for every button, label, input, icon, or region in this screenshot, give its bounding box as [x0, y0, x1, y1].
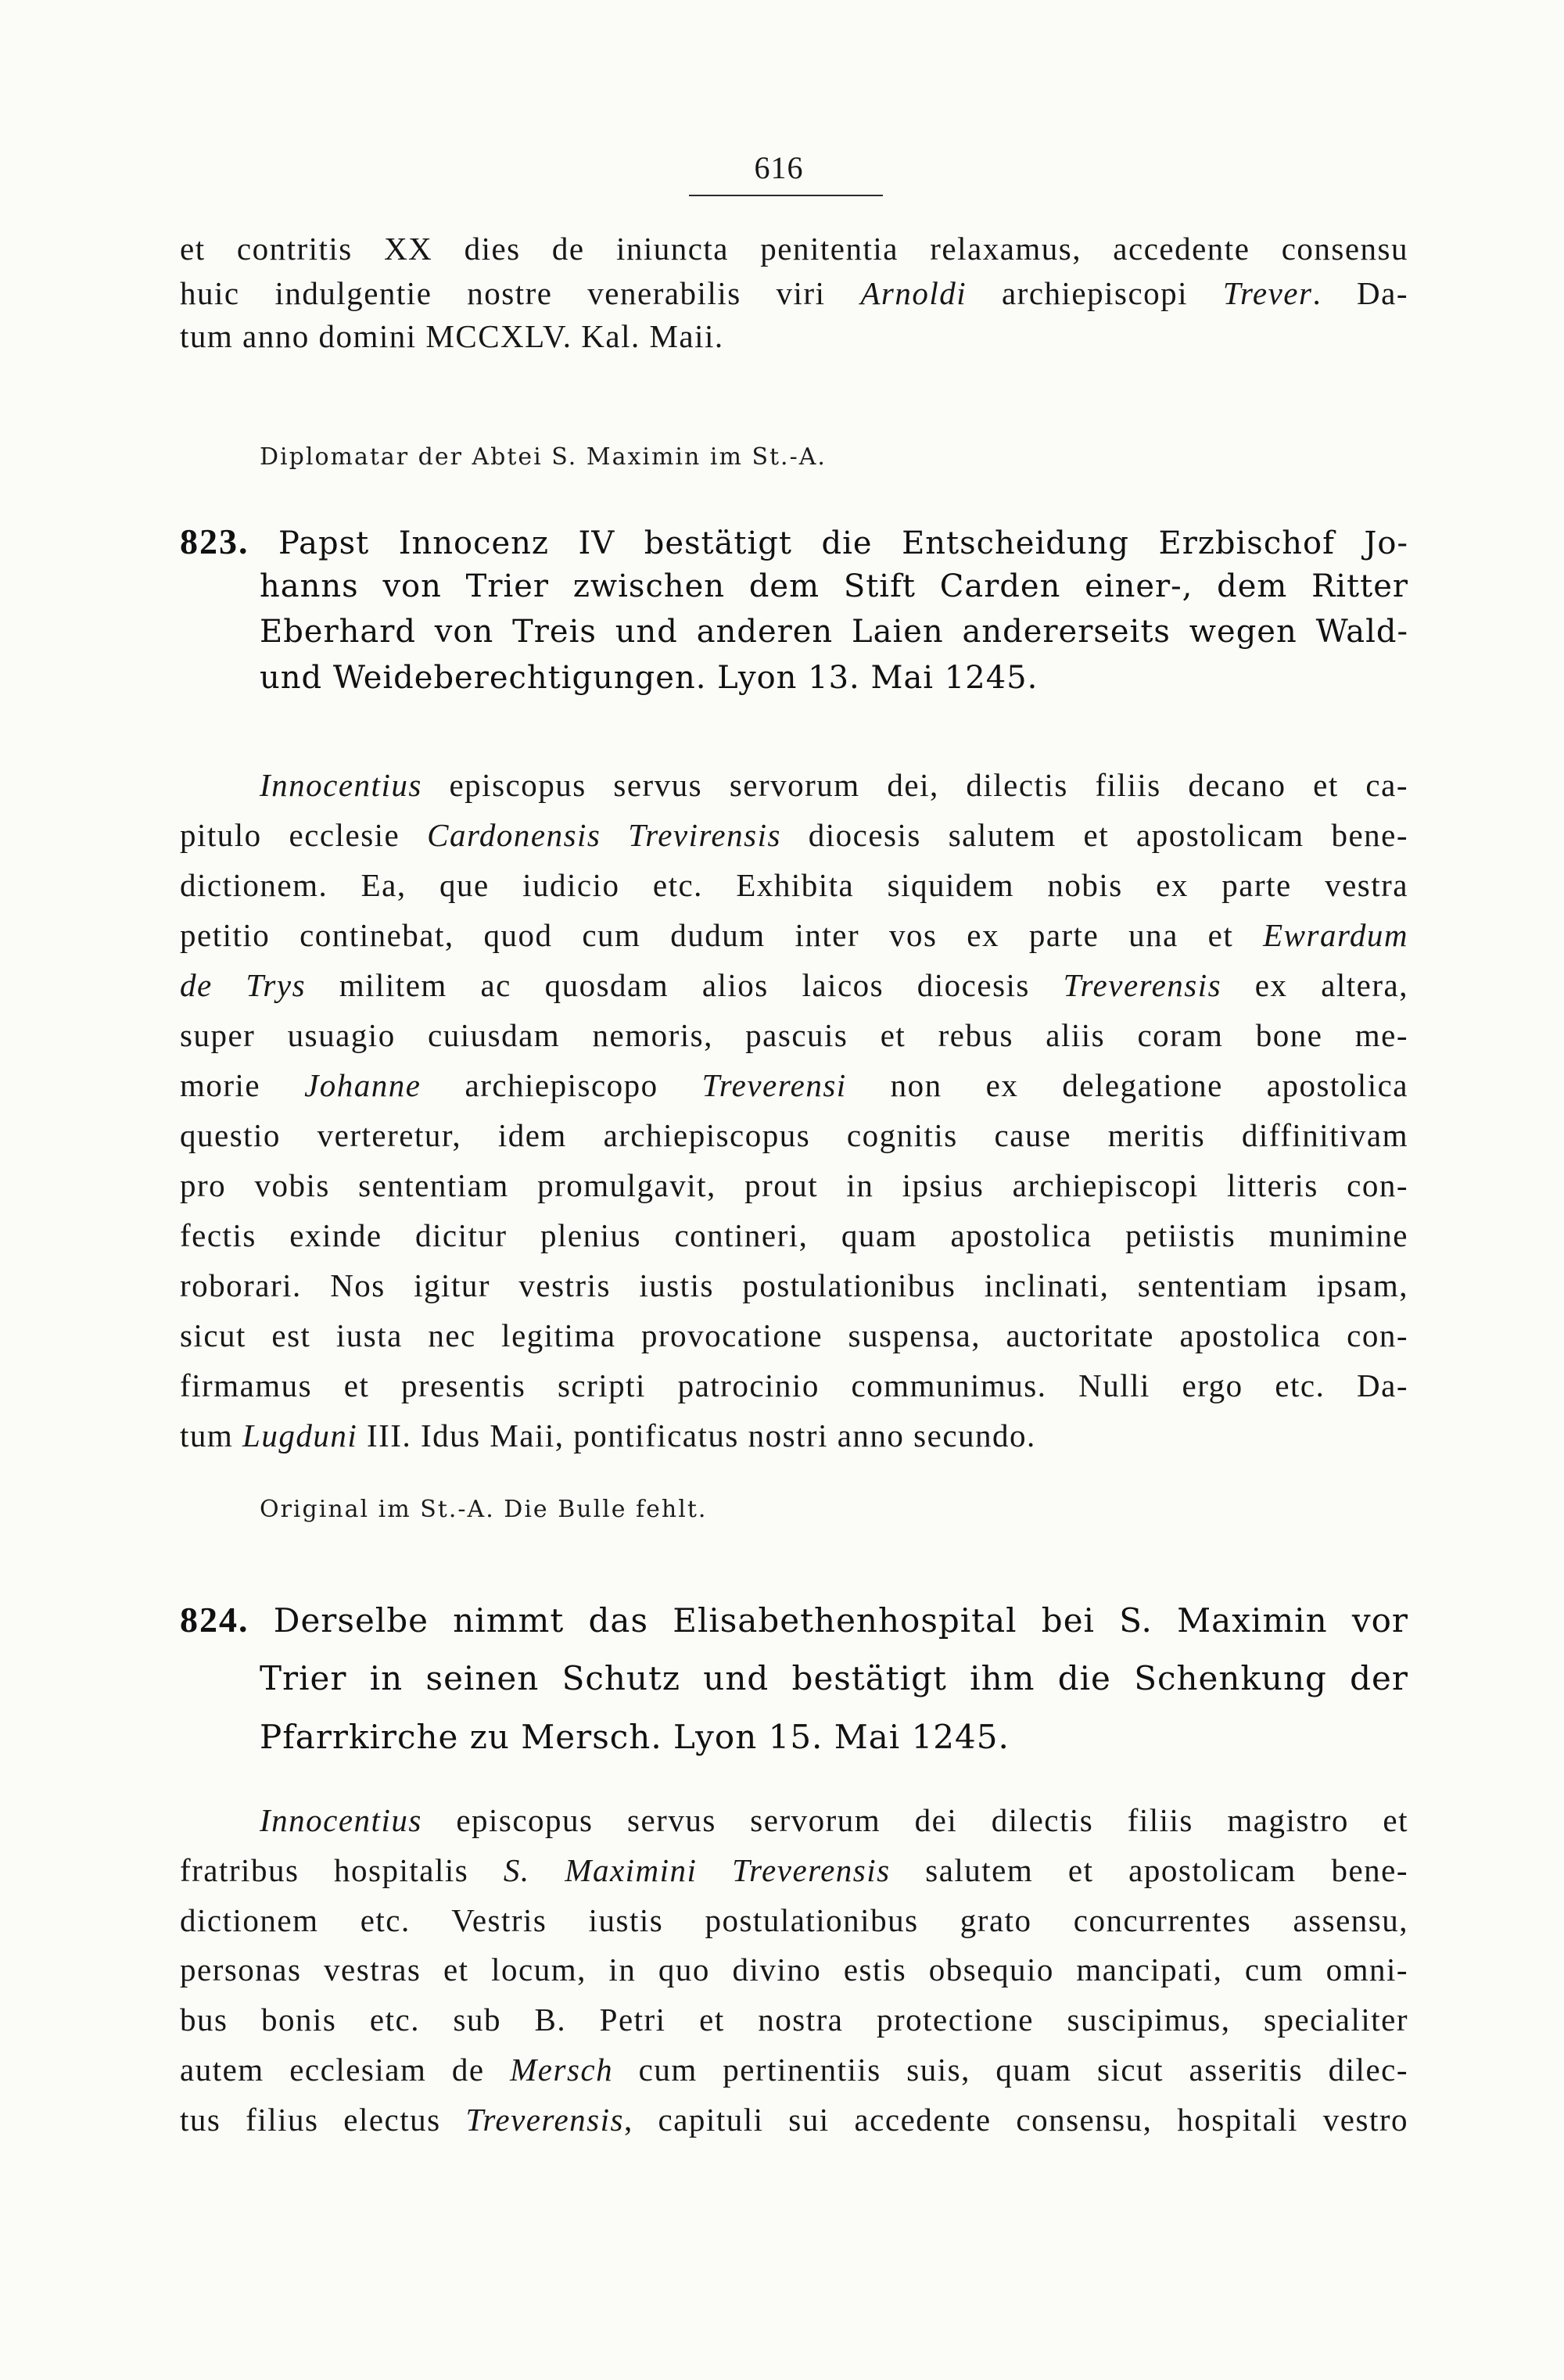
text-line [180, 1263, 1408, 1307]
line-text: tum [180, 1418, 243, 1453]
source-note: Original im St.-A. Die Bulle fehlt. [260, 1496, 708, 1523]
italic-name: Innocentius [260, 1802, 422, 1838]
text-line [180, 1414, 1408, 1457]
italic-name: Arnoldi [860, 275, 967, 311]
doc-number: 823. [180, 522, 249, 561]
line-text: morie [180, 1067, 305, 1103]
text-line [180, 913, 1408, 957]
doc-heading-line [260, 1715, 1408, 1759]
heading-text: Eberhard von Treis und anderen Laien andererseits wegen Wald- [260, 614, 1408, 650]
page-number: 616 [754, 150, 804, 185]
line-text: episcopus servus servorum dei, dilectis filiis decano et ca- [421, 767, 1408, 803]
text-line [180, 813, 1408, 857]
line-text: non ex delegatione apostolica [846, 1067, 1408, 1103]
doc-heading-line [260, 1657, 1408, 1701]
line-text: archiepiscopi [967, 275, 1223, 311]
line-text: firmamus et presentis scripti patrocinio communimus. Nulli ergo etc. Da- [180, 1367, 1408, 1403]
text-line [180, 1898, 1408, 1942]
doc-heading-line [260, 565, 1408, 608]
doc-heading-line [260, 610, 1408, 654]
italic-name: Treverensi [701, 1067, 847, 1103]
italic-name: Mersch [510, 2052, 614, 2088]
line-text: huic indulgentie nostre venerabilis viri [180, 275, 861, 311]
text-line [180, 863, 1408, 907]
italic-name: Johanne [304, 1067, 421, 1103]
text-line [180, 1848, 1408, 1892]
italic-name: Innocentius [260, 767, 422, 803]
text-line [180, 963, 1408, 1007]
italic-name: Treverensis [1063, 967, 1222, 1003]
line-text: sicut est iusta nec legitima provocatione suspensa, auctoritate apostolica con- [180, 1317, 1408, 1353]
line-text: archiepiscopo [421, 1067, 702, 1103]
heading-text: Pfarrkirche zu Mersch. Lyon 15. Mai 1245. [260, 1718, 1010, 1756]
line-text: dictionem. Ea, que iudicio etc. Exhibita siquidem nobis ex parte vestra [180, 867, 1408, 903]
text-line [180, 271, 1408, 315]
line-text: salutem et apostolicam bene- [890, 1852, 1408, 1888]
text-line [180, 1998, 1408, 2041]
italic-name: de Trys [180, 967, 307, 1003]
line-text: pro vobis sententiam promulgavit, prout in ipsius archiepiscopi litteris con- [180, 1167, 1408, 1203]
doc-heading-line [260, 656, 1408, 700]
line-text: episcopus servus servorum dei dilectis filiis magistro et [421, 1802, 1408, 1838]
heading-text: Derselbe nimmt das Elisabethenhospital bei S. Maximin vor [273, 1601, 1408, 1640]
text-line [180, 1948, 1408, 1991]
text-line [180, 2098, 1408, 2142]
text-line [260, 763, 1408, 807]
heading-text: und Weideberechtigungen. Lyon 13. Mai 1245. [260, 660, 1038, 696]
line-text: tum anno domini MCCXLV. Kal. Maii. [180, 318, 724, 354]
italic-name: Cardonensis Trevirensis [427, 817, 781, 853]
line-text: , capituli sui accedente consensu, hospitali vestro [623, 2102, 1408, 2138]
page-number-rule [689, 195, 883, 196]
line-text: et contritis XX dies de iniuncta penitentia relaxamus, accedente consensu [180, 231, 1408, 267]
italic-name: Trever [1222, 275, 1313, 311]
source-note: Diplomatar der Abtei S. Maximin im St.-A. [260, 443, 827, 471]
line-text: dictionem etc. Vestris iustis postulationibus grato concurrentes assensu, [180, 1902, 1408, 1938]
italic-name: S. Maximini Treverensis [503, 1852, 891, 1888]
text-line [180, 1013, 1408, 1057]
line-text: questio verteretur, idem archiepiscopus cognitis cause meritis diffinitivam [180, 1117, 1408, 1153]
heading-text: Trier in seinen Schutz und bestätigt ihm die Schenkung der [260, 1659, 1408, 1697]
text-line [180, 1063, 1408, 1107]
doc-number: 824. [180, 1600, 249, 1640]
line-text: III. Idus Maii, pontificatus nostri anno secundo. [357, 1418, 1036, 1453]
line-text: tus filius electus [180, 2102, 466, 2138]
line-text: fectis exinde dicitur plenius contineri, quam apostolica petiistis munimine [180, 1217, 1408, 1253]
text-line [180, 1213, 1408, 1257]
heading-text: hanns von Trier zwischen dem Stift Carden einer-, dem Ritter [260, 568, 1408, 604]
line-text: . Da- [1312, 275, 1408, 311]
text-line [180, 1163, 1408, 1207]
line-text: petitio continebat, quod cum dudum inter vos ex parte una et [180, 917, 1264, 953]
doc-heading-line [180, 520, 1408, 564]
line-text: militem ac quosdam alios laicos diocesis [306, 967, 1064, 1003]
line-text: roborari. Nos igitur vestris iustis postulationibus inclinati, sententiam ipsam, [180, 1267, 1408, 1303]
text-line [180, 1364, 1408, 1407]
heading-text: Papst Innocenz IV bestätigt die Entscheidung Erzbischof Jo- [278, 525, 1409, 561]
line-text: diocesis salutem et apostolicam bene- [780, 817, 1408, 853]
line-text: cum pertinentiis suis, quam sicut asseritis dilec- [613, 2052, 1408, 2088]
text-line [180, 314, 1408, 358]
line-text: super usuagio cuiusdam nemoris, pascuis et rebus aliis coram bone me- [180, 1017, 1408, 1053]
line-text: personas vestras et locum, in quo divino estis obsequio mancipati, cum omni- [180, 1952, 1408, 1988]
italic-name: Ewrardum [1263, 917, 1408, 953]
italic-name: Treverensis [465, 2102, 624, 2138]
line-text: fratribus hospitalis [180, 1852, 504, 1888]
italic-name: Lugduni [242, 1418, 358, 1453]
line-text: pitulo ecclesie [180, 817, 428, 853]
doc-heading-line [180, 1598, 1408, 1642]
text-line [180, 1314, 1408, 1357]
text-line [180, 227, 1408, 271]
text-line [260, 1798, 1408, 1842]
line-text: ex altera, [1221, 967, 1408, 1003]
text-line [180, 1113, 1408, 1157]
line-text: bus bonis etc. sub B. Petri et nostra protectione suscipimus, specialiter [180, 2002, 1408, 2038]
line-text: autem ecclesiam de [180, 2052, 511, 2088]
text-line [180, 2048, 1408, 2091]
